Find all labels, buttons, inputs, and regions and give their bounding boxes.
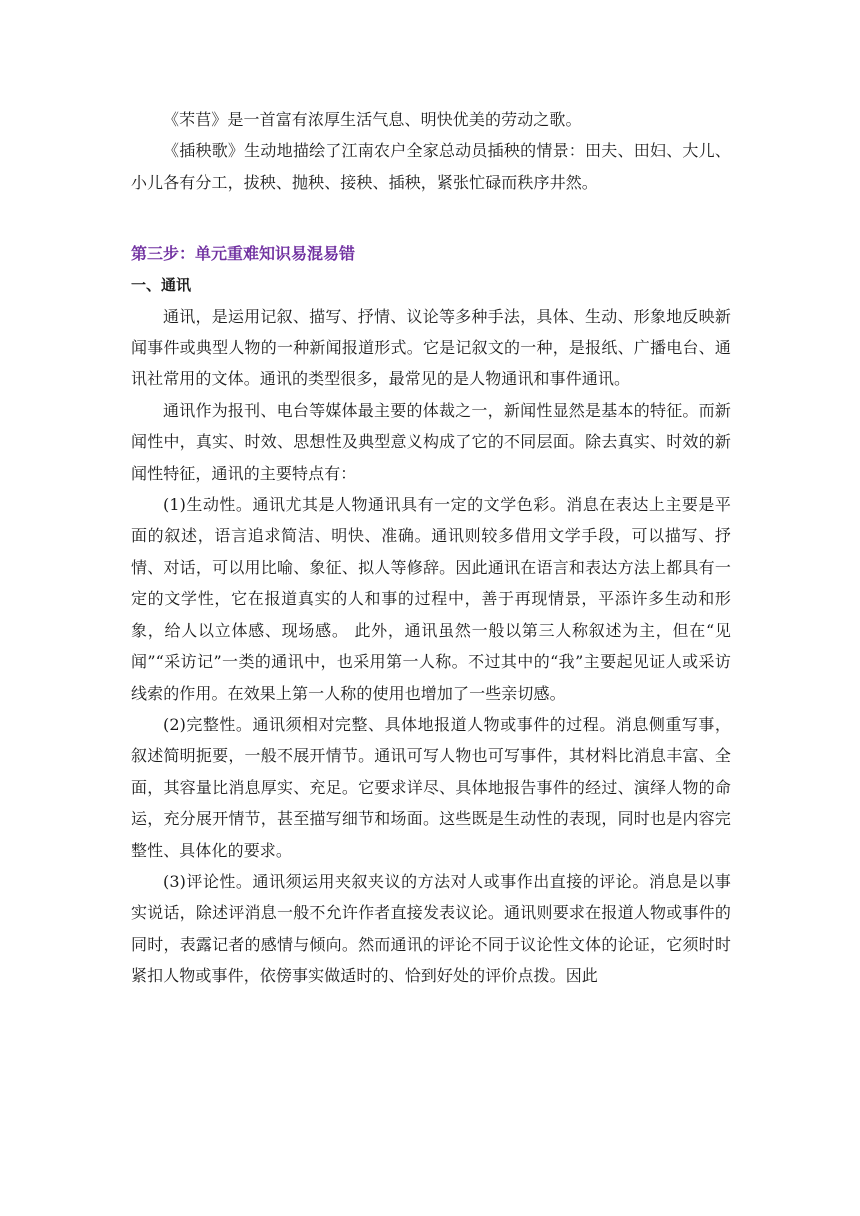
paragraph-feature-3: (3)评论性。通讯须运用夹叙夹议的方法对人或事作出直接的评论。消息是以事实说话，除述评消息一般不允许作者直接发表议论。通讯则要求在报道人物或事件的同时，表露记者的感情与倾向。然而通讯的评论不同于议论性文体的论证，它须时时紧扣人物或事件，依傍事实做适时的、恰到好处的评价点拨。因此 [131,871,731,986]
subheading-tongxun: 一、通讯 [131,275,192,294]
paragraph-definition: 通讯，是运用记叙、描写、抒情、议论等多种手法，具体、生动、形象地反映新闻事件或典型人物的一种新闻报道形式。它是记叙文的一种，是报纸、广播电台、通讯社常用的文体。通讯的类型很多，最常见的是人物通讯和事件通讯。 [131,306,731,389]
paragraph-chayang: 《插秧歌》生动地描绘了江南农户全家总动员插秧的情景：田夫、田妇、大儿、小儿各有分工，拔秧、抛秧、接秧、插秧，紧张忙碌而秩序井然。 [131,141,731,192]
document-body [131,104,731,992]
paragraph-fuyi: 《芣苢》是一首富有浓厚生活气息、明快优美的劳动之歌。 [163,110,582,129]
paragraph-feature-1: (1)生动性。通讯尤其是人物通讯具有一定的文学色彩。消息在表达上主要是平面的叙述，语言追求简洁、明快、准确。通讯则较多借用文学手段，可以描写、抒情、对话，可以用比喻、象征、拟人等修辞。因此通讯在语言和表达方法上都具有一定的文学性，它在报道真实的人和事的过程中，善于再现情景，平添许多生动和形象，给人以立体感、现场感。 此外，通讯虽然一般以第三人称叙述为主，但在“见闻”“采访记”一类的通讯中，也采用第一人称。不过其中的“我”主要起见证人或采访线索的作用。在效果上第一人称的使用也增加了一些亲切感。 [131,495,731,703]
paragraph-feature-2: (2)完整性。通讯须相对完整、具体地报道人物或事件的过程。消息侧重写事，叙述简明扼要，一般不展开情节。通讯可写人物也可写事件，其材料比消息丰富、全面，其容量比消息厚实、充足。它要求详尽、具体地报告事件的经过、演绎人物的命运，充分展开情节，甚至描写细节和场面。这些既是生动性的表现，同时也是内容完整性、具体化的要求。 [131,714,731,860]
section-heading: 第三步：单元重难知识易混易错 [131,244,356,264]
paragraph-features-intro: 通讯作为报刊、电台等媒体最主要的体裁之一，新闻性显然是基本的特征。而新闻性中，真实、时效、思想性及典型意义构成了它的不同层面。除去真实、时效的新闻性特征，通讯的主要特点有： [131,400,731,483]
